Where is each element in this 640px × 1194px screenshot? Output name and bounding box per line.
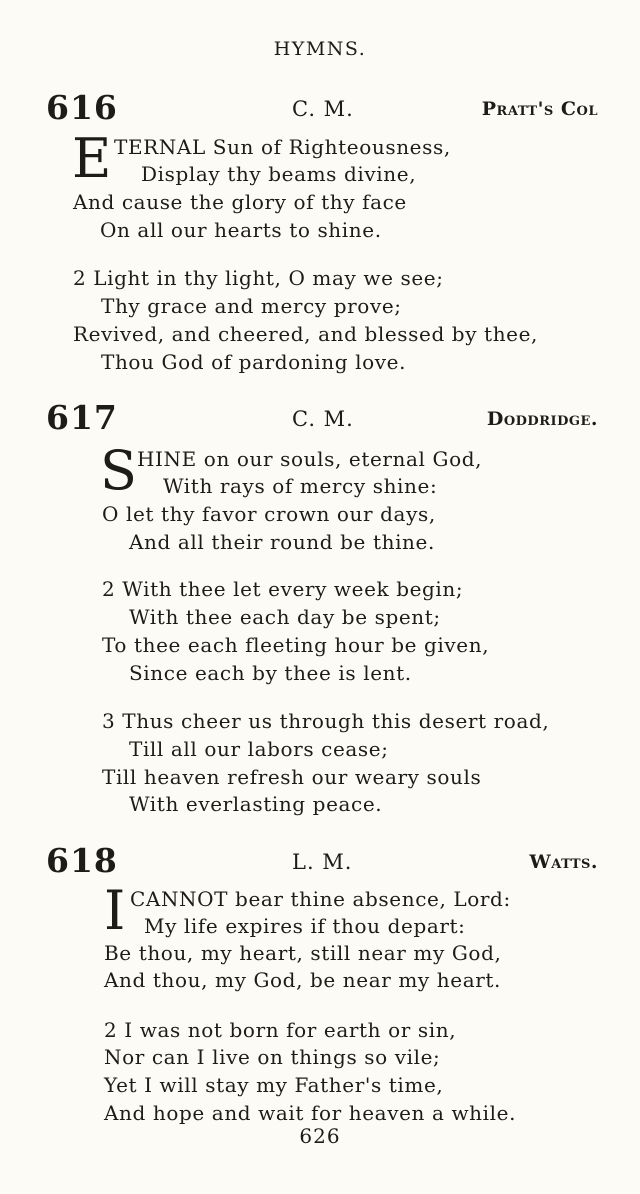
hymn-number: 617	[46, 398, 118, 437]
verse-line: Nor can I live on things so vile;	[104, 1045, 441, 1069]
hymn-tune: Watts.	[529, 851, 598, 873]
verse-line: And hope and wait for heaven a while.	[104, 1101, 517, 1125]
verse-line: O let thy favor crown our days,	[102, 502, 436, 526]
drop-cap: S	[100, 439, 137, 502]
verse-line: Thy grace and mercy prove;	[101, 294, 402, 318]
hymn-meter: C. M.	[292, 97, 354, 121]
verse-line: My life expires if thou depart:	[144, 914, 466, 938]
verse-line: With everlasting peace.	[129, 792, 383, 816]
verse-line: Yet I will stay my Father's time,	[104, 1073, 444, 1097]
verse-line: With rays of mercy shine:	[163, 474, 438, 498]
verse-line: Till all our labors cease;	[129, 737, 389, 761]
hymn-616-heading	[0, 88, 640, 128]
page-number: 626	[299, 1124, 341, 1148]
verse-line: To thee each fleeting hour be given,	[102, 633, 490, 657]
hymn-number: 616	[46, 88, 118, 127]
verse-line: CANNOT bear thine absence, Lord:	[130, 887, 511, 911]
verse-line: Since each by thee is lent.	[129, 661, 412, 685]
hymn-tune: Pratt's Col	[481, 98, 598, 120]
verse-line: 2 I was not born for earth or sin,	[104, 1018, 457, 1042]
verse-line: Thou God of pardoning love.	[101, 350, 407, 374]
hymn-number: 618	[46, 841, 118, 880]
verse-line: HINE on our souls, eternal God,	[137, 447, 483, 471]
verse-line: And thou, my God, be near my heart.	[104, 968, 501, 992]
hymn-meter: L. M.	[292, 850, 353, 874]
hymn-tune: Doddridge.	[486, 408, 598, 430]
drop-cap: E	[72, 127, 112, 190]
verse-line: And all their round be thine.	[129, 530, 435, 554]
verse-line: Revived, and cheered, and blessed by thee,	[73, 322, 539, 346]
verse-line: With thee each day be spent;	[129, 605, 441, 629]
verse-line: 3 Thus cheer us through this desert road,	[102, 709, 550, 733]
verse-line: 2 With thee let every week begin;	[102, 577, 464, 601]
drop-cap: I	[104, 879, 126, 942]
verse-line: 2 Light in thy light, O may we see;	[73, 266, 444, 290]
verse-line: Display thy beams divine,	[141, 162, 417, 186]
verse-line: And cause the glory of thy face	[73, 190, 407, 214]
hymn-meter: C. M.	[292, 407, 354, 431]
hymn-617-heading	[0, 398, 640, 438]
verse-line: TERNAL Sun of Righteousness,	[114, 135, 451, 159]
running-head: HYMNS.	[273, 38, 367, 60]
hymn-618-heading	[0, 841, 640, 881]
verse-line: Till heaven refresh our weary souls	[102, 765, 482, 789]
verse-line: Be thou, my heart, still near my God,	[104, 941, 502, 965]
verse-line: On all our hearts to shine.	[100, 218, 382, 242]
